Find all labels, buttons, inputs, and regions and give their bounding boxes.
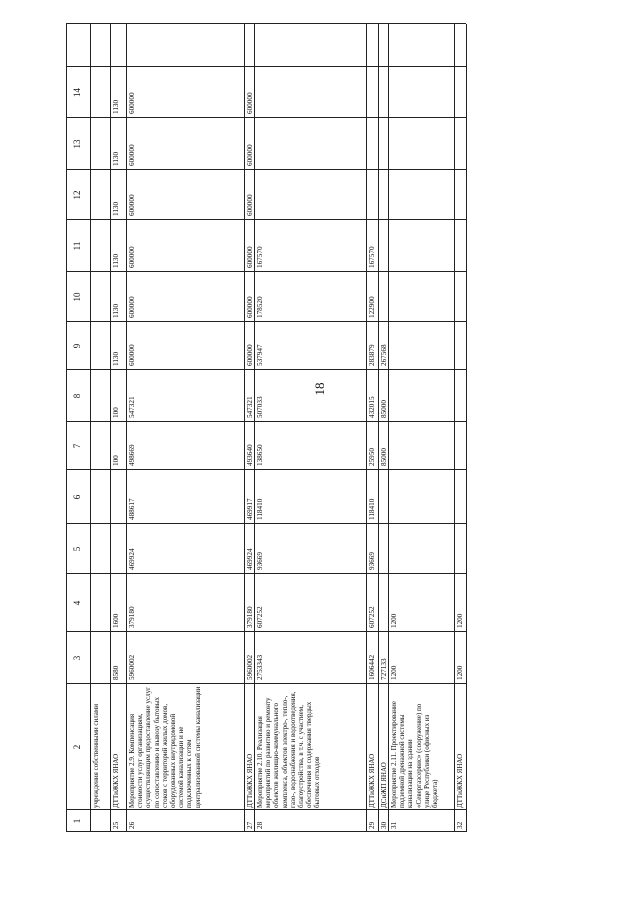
value-cell: 118410 [256,498,264,520]
value-cell: 600000 [128,194,136,216]
value-cell: 5960002 [246,654,254,680]
value-cell: 547321 [246,396,254,418]
value-cell: 432015 [368,396,376,418]
budget-table [66,24,466,832]
value-cell: 600000 [246,344,254,366]
value-cell: 85000 [380,448,388,466]
value-cell: 267568 [380,344,388,366]
grid-line [110,24,111,832]
value-cell: 1130 [112,303,120,318]
table-wrapper [66,24,466,832]
value-cell: 379180 [128,606,136,628]
row-description: ДТТиЖКХ ЯНАО [368,753,376,808]
header-col-8: 8 [72,393,82,399]
value-cell: 469917 [246,498,254,520]
value-cell: 8580 [112,665,120,680]
value-cell: 469924 [246,548,254,570]
value-cell: 85000 [380,400,388,418]
value-cell: 167570 [368,246,376,268]
value-cell: 469924 [128,548,136,570]
row-number: 32 [456,821,464,829]
value-cell: 607252 [256,606,264,628]
header-col-14: 14 [72,88,82,97]
header-col-2: 2 [72,744,82,750]
grid-line [244,24,245,832]
row-number: 26 [128,821,136,829]
value-cell: 600000 [246,92,254,114]
value-cell: 600000 [128,344,136,366]
row-number: 25 [112,821,120,829]
header-col-4: 4 [72,600,82,606]
value-cell: 1200 [456,665,464,680]
value-cell: 1200 [456,613,464,628]
value-cell: 167570 [256,246,264,268]
row-description: ДСиЖП ЯНАО [380,762,388,808]
value-cell: 1130 [112,351,120,366]
value-cell: 600000 [246,246,254,268]
header-col-9: 9 [72,343,82,349]
header-col-12: 12 [72,190,82,200]
value-cell: 2753343 [256,654,264,680]
grid-line [466,24,467,832]
row-description: учреждения собственными силами [92,703,100,808]
value-cell: 547321 [128,396,136,418]
value-cell: 1130 [112,99,120,114]
row-description: Мероприятие 2.10. Реализация мероприятий по развитию и ремонту объектов жилищно-коммунального комплекса, объектов электро-, тепло-, газо-, водоснабжения и водоотведения, благоустройства, в т.ч. с участием, обеспечения и содержания твердых бытовых отходов [256,691,322,808]
value-cell: 727133 [380,658,388,680]
header-col-3: 3 [72,655,82,661]
value-cell: 100 [112,455,120,466]
value-cell: 498669 [128,444,136,466]
row-number: 29 [368,821,376,829]
row-number: 31 [390,821,398,829]
value-cell: 178520 [256,296,264,318]
value-cell: 600000 [246,144,254,166]
grid-line [454,24,455,832]
value-cell: 100 [112,407,120,418]
value-cell: 600000 [246,296,254,318]
value-cell: 25950 [368,448,376,466]
header-col-5: 5 [72,546,82,552]
value-cell: 379180 [246,606,254,628]
value-cell: 283879 [368,344,376,366]
grid-line [90,24,91,832]
row-description: ДТТиЖКХ ЯНАО [112,753,120,808]
header-col-13: 13 [72,139,82,149]
value-cell: 1200 [390,613,398,628]
row-number: 30 [380,821,388,829]
value-cell: 488617 [128,498,136,520]
value-cell: 1130 [112,151,120,166]
value-cell: 600000 [128,92,136,114]
row-number: 27 [246,821,254,829]
row-number: 28 [256,821,264,829]
value-cell: 122900 [368,296,376,318]
row-description: Мероприятие 2.9. Компенсация стоимости услуг организациям, осуществляющим предоставление услуг по сопоставлению и вывозу бытовых стоков с территорий жилых домов, оборудованных внутридомовой системой канализации и не подключенных к сетям централизованной системы канализации [128,686,202,808]
value-cell: 537947 [256,344,264,366]
grid-line [366,24,367,832]
value-cell: 1606442 [368,654,376,680]
value-cell: 600000 [246,194,254,216]
grid-line [66,24,67,832]
value-cell: 607252 [368,606,376,628]
value-cell: 1600 [112,613,120,628]
page-number: 18 [312,382,327,396]
header-col-1: 1 [72,818,82,824]
grid-line [378,24,379,832]
value-cell: 1200 [390,665,398,680]
row-description: ДТТиЖКХ ЯНАО [246,753,254,808]
value-cell: 5960002 [128,654,136,680]
value-cell: 138650 [256,444,264,466]
value-cell: 1130 [112,201,120,216]
header-col-10: 10 [72,292,82,302]
value-cell: 1130 [112,253,120,268]
value-cell: 93669 [256,552,264,570]
header-col-11: 11 [72,241,82,251]
row-description: ДТТиЖКХ ЯНАО [456,753,464,808]
value-cell: 600000 [128,296,136,318]
header-col-6: 6 [72,494,82,500]
value-cell: 507033 [256,396,264,418]
grid-line [388,24,389,832]
value-cell: 93669 [368,552,376,570]
row-description: Мероприятие 2.11. Проектирование подземной дренажной системы канализации на здании «Севергазсервис» (сооружение) по улице Республики (офисных из бюджета) [390,701,440,808]
header-col-7: 7 [72,443,82,449]
grid-line [126,24,127,832]
value-cell: 493640 [246,444,254,466]
value-cell: 600000 [128,144,136,166]
value-cell: 118410 [368,498,376,520]
value-cell: 600000 [128,246,136,268]
